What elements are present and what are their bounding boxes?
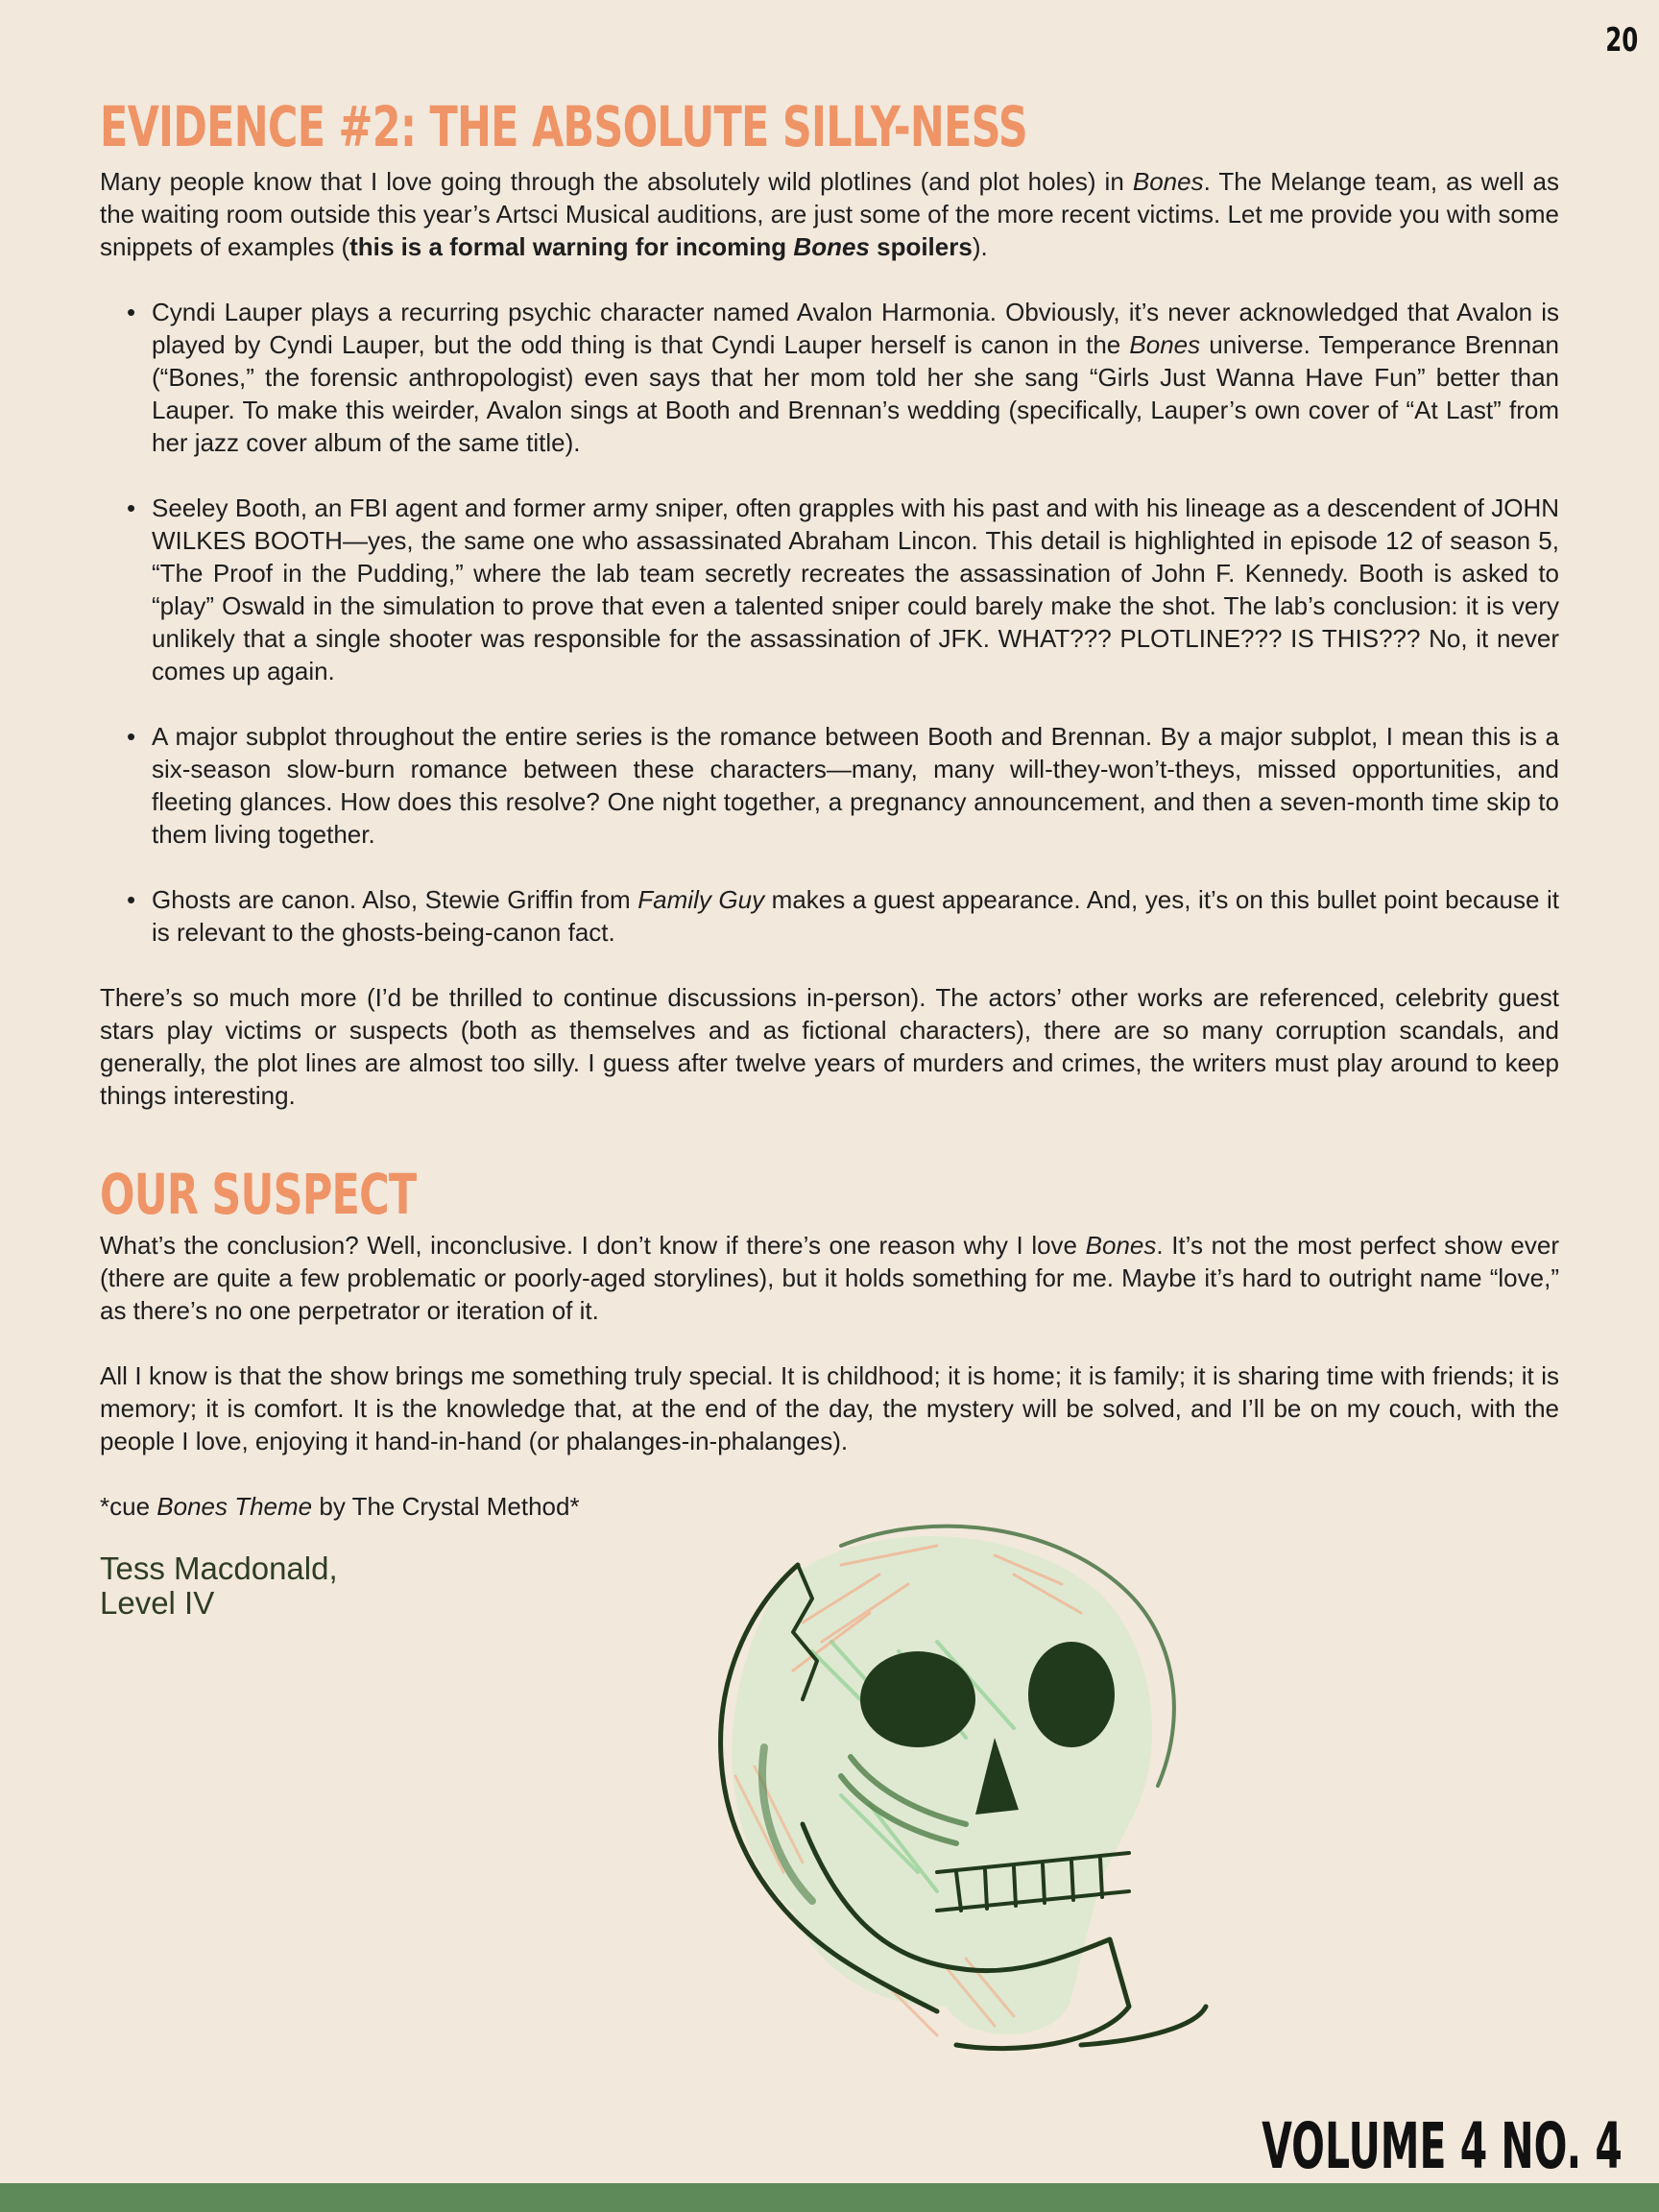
conclusion-text-after: . It’s not the most perfect show ever (there are quite a few problematic or poorly-aged storylines), but it holds something for me. Maybe it’s hard to outright name “love,” as there’s no one perpetrator or iteration of it. bbox=[100, 1231, 1559, 1325]
footer-bar bbox=[0, 2183, 1659, 2212]
bullet-text: Seeley Booth, an FBI agent and former army sniper, often grapples with his past and with his lineage as a descendent of JOHN WILKES BOOTH—yes, the same one who assassinated Abraham Lincon. This detail is highlighted in episode 12 of season 5, “The Proof in the Pudding,” where the lab team secretly recreates the assassination of John F. Kennedy. Booth is asked to “play” Oswald in the simulation to prove that even a talented sniper could barely make the shot. The lab’s conclusion: it is very unlikely that a single shooter was responsible for the assassination of JFK. WHAT??? PLOTLINE??? IS THIS??? No, it never comes up again. bbox=[152, 493, 1559, 685]
bullet-text: Ghosts are canon. Also, Stewie Griffin from bbox=[152, 885, 638, 914]
skull-sketch bbox=[721, 1527, 1206, 2049]
cue-text: *cue bbox=[100, 1492, 157, 1521]
closing-paragraph: There’s so much more (I’d be thrilled to continue discussions in-person). The actors’ other works are referenced, celebrity guest stars play victims or suspects (both as themselves and as fictional characters), there are so many corruption scandals, and generally, the plot lines are almost too silly. I guess after twelve years of murders and crimes, the writers must play around to keep things interesting. bbox=[100, 983, 1559, 1110]
skull-illustration bbox=[649, 1507, 1225, 2103]
special-paragraph: All I know is that the show brings me something truly special. It is childhood; it is home; it is family; it is sharing time with friends; it is memory; it is comfort. It is the knowledge that, at the end of the day, the mystery will be solved, and I’ll be on my couch, with the people I love, enjoying it hand-in-hand (or phalanges-in-phalanges). bbox=[100, 1361, 1559, 1455]
examples-list bbox=[100, 296, 1559, 949]
intro-text: Many people know that I love going through the absolutely wild plotlines (and plot holes) in bbox=[100, 167, 1133, 196]
intro-title-italic: Bones bbox=[1132, 167, 1204, 196]
section-heading-evidence: EVIDENCE #2: THE ABSOLUTE SILLY-NESS bbox=[100, 94, 1028, 159]
bullet-italic: Family Guy bbox=[637, 885, 765, 914]
intro-paragraph bbox=[100, 165, 1559, 263]
spoiler-warning-title: Bones bbox=[793, 232, 870, 261]
conclusion-paragraph bbox=[100, 1229, 1559, 1327]
section-heading-suspect: OUR SUSPECT bbox=[100, 1162, 417, 1227]
list-item bbox=[152, 883, 1559, 949]
volume-label: VOLUME 4 NO. 4 bbox=[1262, 2109, 1623, 2183]
author-name: Tess Macdonald, bbox=[100, 1551, 338, 1586]
conclusion-text: What’s the conclusion? Well, inconclusive. I don’t know if there’s one reason why I love bbox=[100, 1231, 1086, 1260]
list-item bbox=[152, 296, 1559, 459]
page-number: 20 bbox=[1604, 21, 1638, 60]
spoiler-warning-end: spoilers bbox=[869, 232, 973, 261]
conclusion-italic: Bones bbox=[1085, 1231, 1157, 1260]
bullet-text-after: makes a guest appearance. And, yes, it’s on this bullet point because it is relevant to the ghosts-being-canon fact. bbox=[152, 885, 1559, 947]
bullet-text: A major subplot throughout the entire series is the romance between Booth and Brennan. By a major subplot, I mean this is a six-season slow-burn romance between these characters—many, many will-they-won’t-theys, missed opportunities, and fleeting glances. How does this resolve? One night together, a pregnancy announcement, and then a seven-month time skip to them living together. bbox=[152, 722, 1559, 849]
article-body bbox=[100, 92, 1559, 1621]
author-level: Level IV bbox=[100, 1585, 215, 1621]
spoiler-warning-text: this is a formal warning for incoming bbox=[349, 232, 794, 261]
cue-italic: Bones Theme bbox=[156, 1492, 313, 1521]
list-item bbox=[152, 492, 1559, 687]
bullet-text: Cyndi Lauper plays a recurring psychic character named Avalon Harmonia. Obviously, it’s never acknowledged that Avalon is played by Cyndi Lauper, but the odd thing is that Cyndi Lauper herself is canon in the bbox=[152, 298, 1559, 359]
bullet-text-after: universe. Temperance Brennan (“Bones,” the forensic anthropologist) even says that her mom told her she sang “Girls Just Wanna Have Fun” better than Lauper. To make this weirder, Avalon sings at Booth and Brennan’s wedding (specifically, Lauper’s own cover of “At Last” from her jazz cover album of the same title). bbox=[152, 330, 1559, 457]
intro-end: ). bbox=[972, 232, 988, 261]
cue-text-after: by The Crystal Method* bbox=[312, 1492, 580, 1521]
bullet-italic: Bones bbox=[1129, 330, 1201, 359]
spoiler-warning bbox=[349, 232, 973, 261]
intro-text-after: . The Melange team, as well as the waiting room outside this year’s Artsci Musical auditions, are just some of the more recent victims. Let me provide you with some snippets of examples ( bbox=[100, 167, 1559, 261]
list-item bbox=[152, 720, 1559, 851]
